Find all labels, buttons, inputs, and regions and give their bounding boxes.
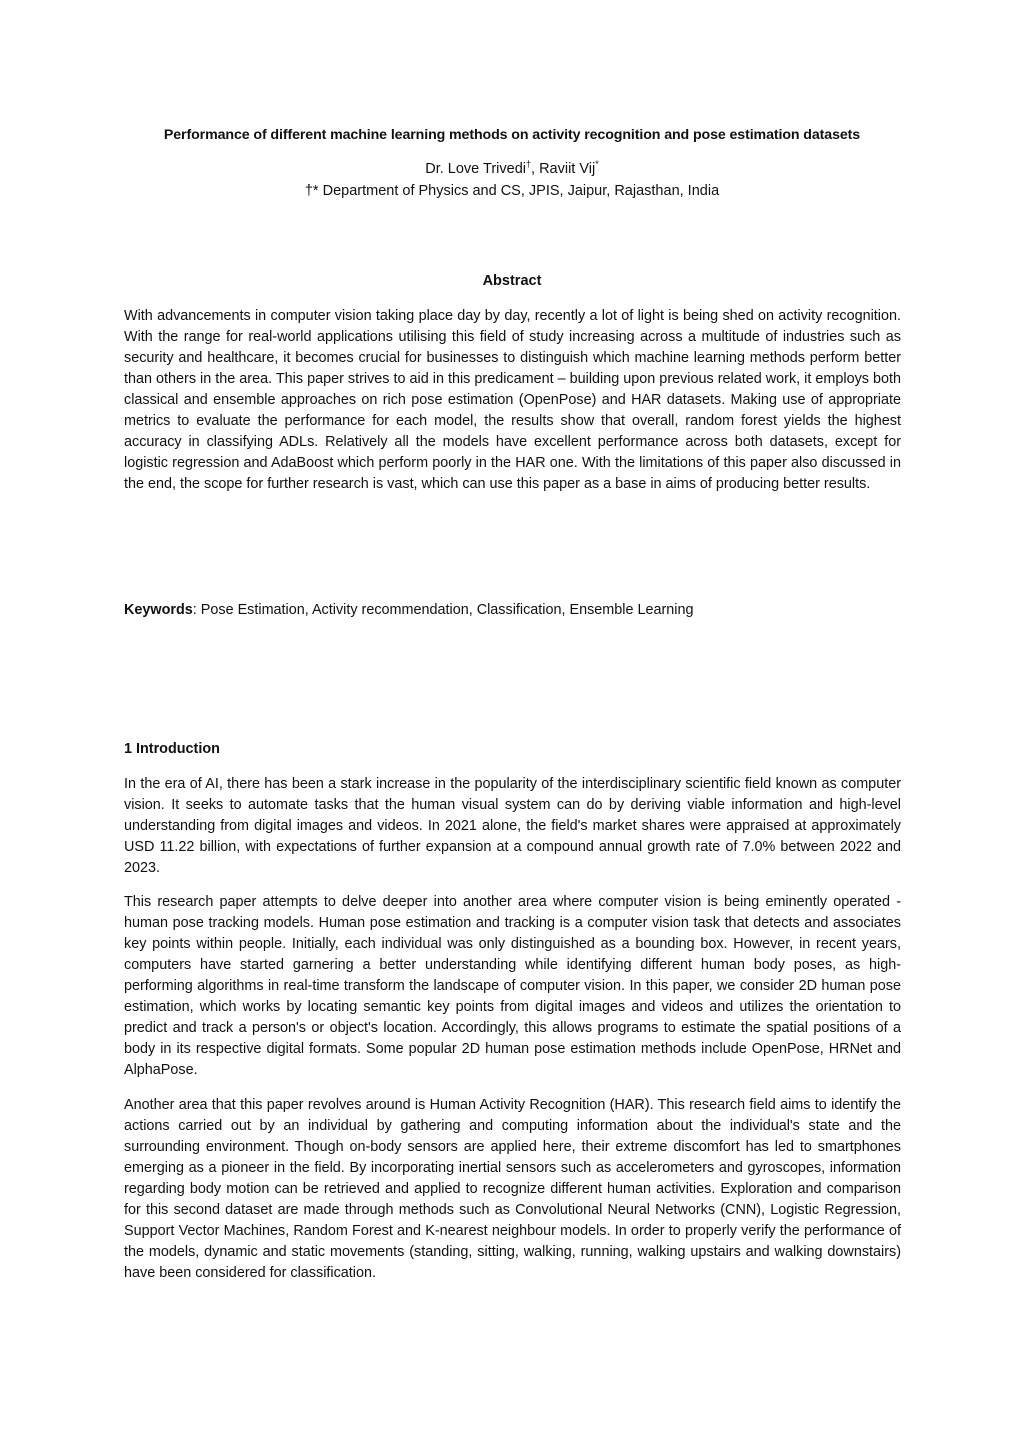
keywords-text: : Pose Estimation, Activity recommendation, Classification, Ensemble Learning	[192, 602, 694, 618]
author-2-affiliation-mark: *	[595, 159, 599, 170]
keywords-line	[124, 600, 901, 620]
keywords-label: Keywords	[124, 602, 193, 618]
abstract-heading: Abstract	[482, 273, 542, 289]
introduction-paragraph: Another area that this paper revolves around is Human Activity Recognition (HAR). This research field aims to identify the actions carried out by an individual by gathering and computing information about the individual's state and the surrounding environment. Though on-body sensors are applied here, their extreme discomfort has led to smartphones emerging as a pioneer in the field. By incorporating inertial sensors such as accelerometers and gyroscopes, information regarding body motion can be retrieved and applied to recognize different human activities. Exploration and comparison for this second dataset are made through methods such as Convolutional Neural Networks (CNN), Logistic Regression, Support Vector Machines, Random Forest and K-nearest neighbour models. In order to properly verify the performance of the models, dynamic and static movements (standing, sitting, walking, running, walking upstairs and walking downstairs) have been considered for classification.	[124, 1097, 901, 1281]
author-name-2: Raviit Vij	[539, 161, 596, 177]
paper-title: Performance of different machine learning methods on activity recognition and pose estimation datasets	[163, 127, 861, 143]
abstract-body: With advancements in computer vision taking place day by day, recently a lot of light is being shed on activity recognition. With the range for real-world applications utilising this field of study increasing across a multitude of industries such as security and healthcare, it becomes crucial for businesses to distinguish which machine learning methods perform better than others in the area. This paper strives to aid in this predicament – building upon previous related work, it employs both classical and ensemble approaches on rich pose estimation (OpenPose) and HAR datasets. Making use of appropriate metrics to evaluate the performance for each model, the results show that overall, random forest yields the highest accuracy in classifying ADLs. Relatively all the models have excellent performance across both datasets, except for logistic regression and AdaBoost which perform poorly in the HAR one. With the limitations of this paper also discussed in the end, the scope for further research is vast, which can use this paper as a base in aims of producing better results.	[124, 308, 901, 492]
author-line	[60, 159, 964, 179]
section-heading-introduction: 1 Introduction	[124, 741, 220, 757]
introduction-paragraph: In the era of AI, there has been a stark increase in the popularity of the interdisciplinary scientific field known as computer vision. It seeks to automate tasks that the human visual system can do by deriving viable information and high-level understanding from digital images and videos. In 2021 alone, the field's market shares were appraised at approximately USD 11.22 billion, with expectations of further expansion at a compound annual growth rate of 7.0% between 2022 and 2023.	[124, 776, 901, 876]
introduction-paragraph: This research paper attempts to delve deeper into another area where computer vision is being eminently operated - human pose tracking models. Human pose estimation and tracking is a computer vision task that detects and associates key points within people. Initially, each individual was only distinguished as a bounding box. However, in recent years, computers have started garnering a better understanding while identifying different human body poses, as high-performing algorithms in real-time transform the landscape of computer vision. In this paper, we consider 2D human pose estimation, which works by locating semantic key points from digital images and videos and utilizes the orientation to predict and track a person's or object's location. Accordingly, this allows programs to estimate the spatial positions of a body in its respective digital formats. Some popular 2D human pose estimation methods include OpenPose, HRNet and AlphaPose.	[124, 894, 901, 1078]
author-separator: ,	[531, 161, 540, 177]
affiliation: †* Department of Physics and CS, JPIS, Jaipur, Rajasthan, India	[304, 183, 720, 199]
author-name-1: Dr. Love Trivedi	[425, 161, 526, 177]
author-1-affiliation-mark: †	[526, 159, 532, 170]
